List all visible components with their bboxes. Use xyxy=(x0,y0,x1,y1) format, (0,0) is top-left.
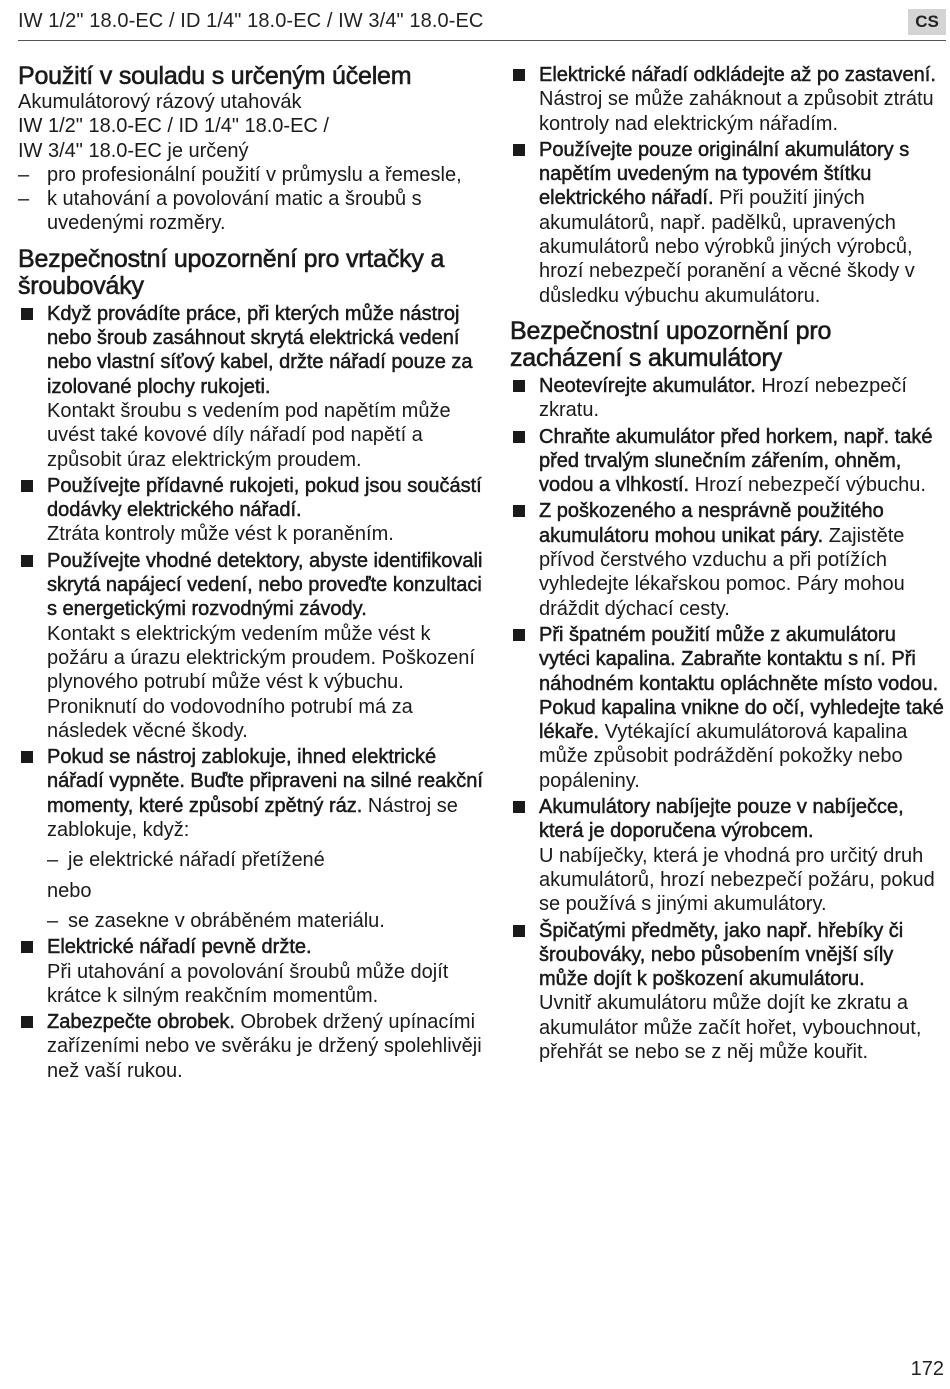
square-bullet-icon xyxy=(513,629,525,641)
bullet-text: Zajistěte přívod čerstvého vzduchu a při potížích vyhledejte lékařskou pomoc. Páry mohou dráždit dýchací cesty. xyxy=(539,524,905,620)
square-bullet-icon xyxy=(513,431,525,443)
bullet-bold-text: Chraňte akumulátor před horkem, např. také před trvalým slunečním zářením, ohněm, vodou a vlhkostí. xyxy=(539,425,933,497)
heading-drill-safety: Bezpečnostní upozornění pro vrtačky a šroubováky xyxy=(18,244,445,300)
sub-item: – se zasekne v obráběném materiálu. xyxy=(47,909,488,933)
bullet-text: Při utahování a povolování šroubů může dojít krátce k silným reakčním momentům. xyxy=(47,960,449,1007)
bullet-bold-text: Elektrické nářadí pevně držte. xyxy=(47,936,312,959)
bullet-text: Kontakt s elektrickým vedením může vést k požáru a úrazu elektrickým proudem. Poškození plynového potrubí může vést k výbuchu. Proniknutí do vodovodního potrubí má za následek věcné škody. xyxy=(47,622,475,742)
bullet-text: U nabíječky, která je vhodná pro určitý druh akumulátorů, hrozí nebezpečí požáru, pokud se používá s jinými akumulátory. xyxy=(539,844,935,916)
safety-bullet xyxy=(18,302,488,472)
square-bullet-icon xyxy=(513,144,525,156)
use-item: – pro profesionální použití v průmyslu a řemesle, xyxy=(18,163,488,187)
intro-line: IW 1/2" 18.0-EC / ID 1/4" 18.0-EC / xyxy=(18,115,329,138)
page-number: 172 xyxy=(910,1358,944,1380)
safety-bullet xyxy=(510,623,946,793)
square-bullet-icon xyxy=(513,505,525,517)
bullet-text: Nástroj se zablokuje, když: xyxy=(47,794,458,842)
heading-battery-safety: Bezpečnostní upozornění pro zacházení s akumulátory xyxy=(510,316,832,372)
safety-bullet xyxy=(510,499,946,620)
bullet-bold-text: Elektrické nářadí odkládejte až po zastavení. xyxy=(539,64,936,86)
square-bullet-icon xyxy=(21,308,33,320)
safety-bullet xyxy=(510,138,946,308)
bullet-bold-text: Špičatými předměty, jako např. hřebíky či šroubováky, nebo působením vnější síly může dojít k poškození akumulátoru. xyxy=(539,919,904,991)
bullet-text: Vytékající akumulátorová kapalina může způsobit podráždění pokožky nebo popáleniny. xyxy=(539,721,908,792)
intro-line: Akumulátorový rázový utahovák xyxy=(18,91,302,113)
left-column xyxy=(18,63,488,1083)
safety-bullet xyxy=(510,795,946,916)
square-bullet-icon xyxy=(513,69,525,81)
square-bullet-icon xyxy=(21,1016,33,1028)
safety-bullet xyxy=(18,935,488,1008)
or-text: nebo xyxy=(47,879,92,902)
bullet-bold-text: Používejte vhodné detektory, abyste identifikovali skrytá napájecí vedení, nebo proveďte konzultaci s energetickými rozvodnými závody. xyxy=(47,549,483,621)
square-bullet-icon xyxy=(21,480,33,492)
page-header xyxy=(18,8,946,41)
safety-bullet xyxy=(510,63,946,136)
safety-bullet xyxy=(18,549,488,743)
sub-item: – je elektrické nářadí přetížené xyxy=(47,848,488,872)
bullet-text: Uvnitř akumulátoru může dojít ke zkratu a akumulátor může začít hořet, vybouchnout, přehřát se nebo se z něj může kouřit. xyxy=(539,992,922,1063)
safety-bullet xyxy=(18,1010,488,1083)
intro-line: IW 3/4" 18.0-EC je určený xyxy=(18,139,249,162)
square-bullet-icon xyxy=(513,380,525,392)
bullet-bold-text: Akumulátory nabíjejte pouze v nabíječce, která je doporučena výrobcem. xyxy=(539,796,904,843)
square-bullet-icon xyxy=(21,751,33,763)
right-column xyxy=(510,63,946,1064)
bullet-bold-text: Když provádíte práce, při kterých může nástroj nebo šroub zasáhnout skrytá elektrická vedení nebo vlastní síťový kabel, držte nářadí pouze za izolované plochy rukojeti. xyxy=(47,302,473,398)
language-badge: CS xyxy=(908,9,946,35)
square-bullet-icon xyxy=(21,941,33,953)
square-bullet-icon xyxy=(21,555,33,567)
bullet-text: Kontakt šroubu s vedením pod napětím může uvést také kovové díly nářadí pod napětí a způsobit úraz elektrickým proudem. xyxy=(47,399,451,471)
bullet-bold-text: Při špatném použití může z akumulátoru vytéci kapalina. Zabraňte kontaktu s ní. Při náhodném kontaktu opláchněte místo vodou. Pokud kapalina vnikne do očí, vyhledejte také lékaře. xyxy=(539,623,944,744)
header-title: IW 1/2" 18.0-EC / ID 1/4" 18.0-EC / IW 3/4" 18.0-EC xyxy=(18,10,484,32)
bullet-text: Ztráta kontroly může vést k poraněním. xyxy=(47,523,394,546)
bullet-text: Obrobek držený upínacími zařízeními nebo ve svěráku je držený spolehlivěji než vaší rukou. xyxy=(47,1011,482,1082)
safety-bullet xyxy=(510,919,946,1065)
bullet-bold-text: Z poškozeného a nesprávně použitého akumulátoru mohou unikat páry. xyxy=(539,500,884,547)
heading-intended-use: Použití v souladu s určeným účelem xyxy=(18,62,412,90)
bullet-bold-text: Používejte přídavné rukojeti, pokud jsou součástí dodávky elektrického nářadí. xyxy=(47,474,482,522)
safety-bullet xyxy=(510,425,946,498)
use-item: – k utahování a povolování matic a šroubů s uvedenými rozměry. xyxy=(18,187,488,236)
bullet-bold-text: Používejte pouze originální akumulátory s napětím uvedeným na typovém štítku elektrického nářadí. xyxy=(539,138,910,210)
bullet-bold-text: Pokud se nástroj zablokuje, ihned elektrické nářadí vypněte. Buďte připraveni na silné reakční momenty, které způsobí zpětný ráz. xyxy=(47,746,483,817)
bullet-text: Hrozí nebezpečí zkratu. xyxy=(539,374,907,422)
square-bullet-icon xyxy=(513,925,525,937)
safety-bullet xyxy=(510,374,946,423)
bullet-bold-text: Neotevírejte akumulátor. xyxy=(539,374,756,397)
safety-bullet xyxy=(18,745,488,933)
square-bullet-icon xyxy=(513,801,525,813)
bullet-text: Při použití jiných akumulátorů, např. padělků, upravených akumulátorů nebo výrobků jiných výrobců, hrozí nebezpečí poranění a věcné škody v důsledku výbuchu akumulátoru. xyxy=(539,187,915,307)
safety-bullet xyxy=(18,474,488,547)
bullet-text: Hrozí nebezpečí výbuchu. xyxy=(694,474,926,497)
bullet-text: Nástroj se může zaháknout a způsobit ztrátu kontroly nad elektrickým nářadím. xyxy=(539,88,934,135)
bullet-bold-text: Zabezpečte obrobek. xyxy=(47,1011,235,1034)
